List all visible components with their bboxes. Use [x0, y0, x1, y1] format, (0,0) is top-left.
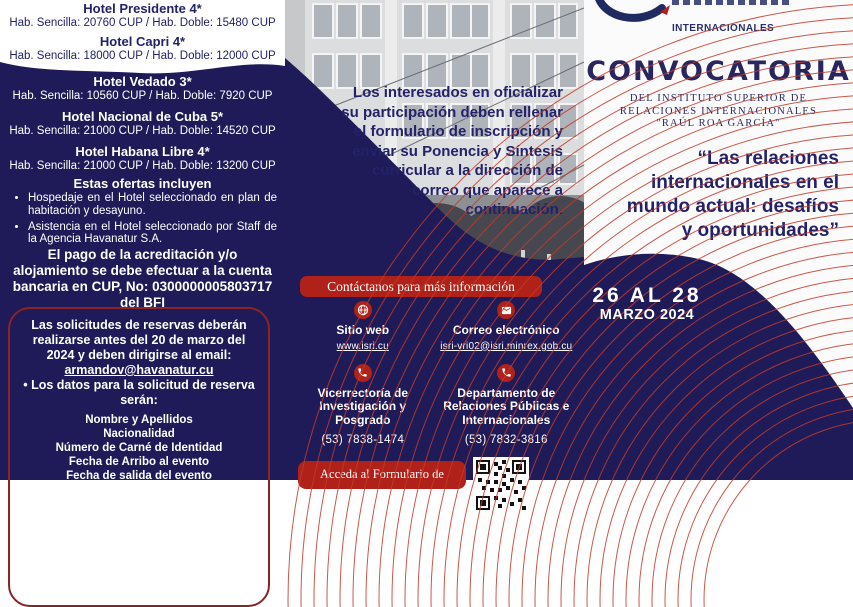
page-title: CONVOCATORIA	[586, 56, 851, 87]
page-subtitle	[584, 93, 853, 131]
offers-list	[10, 192, 277, 249]
subtitle-line: RELACIONES INTERNACIONALES	[619, 105, 818, 117]
reservation-fields	[20, 413, 258, 483]
website-link[interactable]: www.isri.cu	[336, 340, 389, 352]
reservation-field: Fecha de Arribo al evento	[68, 456, 210, 468]
contact-header: Contáctanos para más información	[300, 276, 542, 297]
event-date-days: 26 AL 28	[592, 284, 702, 307]
form-access-button[interactable]: Acceda al Formulario de	[298, 461, 466, 489]
hotel-rates: Hab. Sencilla: 21000 CUP / Hab. Doble: 13200 CUP	[9, 160, 276, 172]
hotel-name: Hotel Capri 4*	[99, 34, 186, 49]
phone-icon	[497, 364, 515, 382]
mail-icon	[497, 301, 515, 319]
foreign-note-text: , se necesita, además, si realizarán servicios adicionales con Havanatur	[30, 496, 251, 540]
offer-item: • Hospedaje en el Hotel seleccionado en plan de habitación y desayuno.	[28, 192, 277, 218]
event-date-month: MARZO 2024	[599, 307, 695, 323]
participation-note: Los interesados en oficializar su participación deben rellenar el formulario de inscripción y enviar su Ponencia y Síntesis curricular a la dirección de correo que aparece a continuación.	[341, 84, 563, 218]
logo-wordmark: INTERNACIONALES	[672, 23, 775, 34]
hotels-white-section	[0, 1, 285, 63]
hotel-name: Hotel Nacional de Cuba 5*	[61, 109, 224, 124]
hotels-navy-section	[0, 74, 285, 179]
contact-label: Sitio web	[336, 323, 390, 337]
hotel-name: Hotel Habana Libre 4*	[75, 144, 210, 159]
subtitle-line: "RAÚL ROA GARCÍA"	[656, 118, 781, 129]
subtitle-line: DEL INSTITUTO SUPERIOR DE	[629, 93, 808, 104]
hotel-name: Hotel Vedado 3*	[93, 74, 192, 89]
reservation-field: Nombre y Apellidos	[85, 414, 193, 426]
phone-icon	[354, 364, 372, 382]
offer-item: • Asistencia en el Hotel seleccionado por Staff de la Agencia Havanatur S.A.	[28, 221, 277, 247]
hotels-panel	[0, 0, 285, 540]
reservation-intro-text: Las solicitudes de reservas deberán realizarse antes del 20 de marzo del 2024 y deben dirigirse al email:	[31, 318, 247, 362]
reservation-field: Nacionalidad	[103, 428, 175, 440]
contact-label: Vicerrectoría de Investigación y Posgrado	[317, 385, 408, 427]
contact-panel	[285, 0, 584, 480]
reservation-bullet: • Los datos para la solicitud de reserva serán:	[23, 378, 255, 407]
theme-quote: “Las relaciones internacionales en el mundo actual: desafíos y oportunidades”	[626, 148, 839, 241]
reservation-intro	[20, 318, 258, 378]
reservation-field: Fecha de salida del evento	[66, 470, 212, 482]
hotel-name: Hotel Presidente 4*	[83, 1, 202, 16]
hotel-rates: Hab. Sencilla: 10560 CUP / Hab. Doble: 7920 CUP	[12, 90, 273, 102]
phone-number: (53) 7832-3816	[464, 434, 548, 446]
contact-label: Departamento de Relaciones Públicas e Internacionales	[443, 385, 570, 427]
reservation-email-link[interactable]: armandov@havanatur.cu	[64, 363, 214, 377]
offers-title: Estas ofertas incluyen	[73, 176, 212, 191]
event-date	[590, 284, 704, 324]
foreign-note-text: En caso de	[27, 496, 97, 510]
foreign-note-underlined: delegados extranjeros	[96, 496, 230, 510]
reservation-box	[8, 307, 270, 607]
contact-grid	[285, 301, 584, 446]
convocatoria-panel	[584, 0, 853, 480]
contact-departamento	[435, 364, 579, 447]
contact-label: Correo electrónico	[452, 323, 560, 337]
logo-cropped-text	[672, 0, 790, 5]
email-link[interactable]: isri-vri02@isri.minrex.gob.cu	[440, 340, 573, 352]
hotel-rates: Hab. Sencilla: 18000 CUP / Hab. Doble: 12000 CUP	[9, 50, 276, 62]
foreign-delegates-note	[20, 496, 258, 541]
navy-wave-with-arcs	[584, 245, 853, 480]
phone-number: (53) 7838-1474	[321, 434, 405, 446]
reservation-field: Número de Carné de Identidad	[55, 442, 223, 454]
contact-website	[291, 301, 435, 352]
hotel-rates: Hab. Sencilla: 21000 CUP / Hab. Doble: 14520 CUP	[9, 125, 276, 137]
isri-logo-swoosh	[588, 0, 674, 38]
hotel-rates: Hab. Sencilla: 20760 CUP / Hab. Doble: 15480 CUP	[9, 17, 276, 29]
payment-note: El pago de la acreditación y/o alojamiento se debe efectuar a la cuenta bancaria en CUP, No: 0300000005803717 del BFI	[12, 247, 273, 310]
